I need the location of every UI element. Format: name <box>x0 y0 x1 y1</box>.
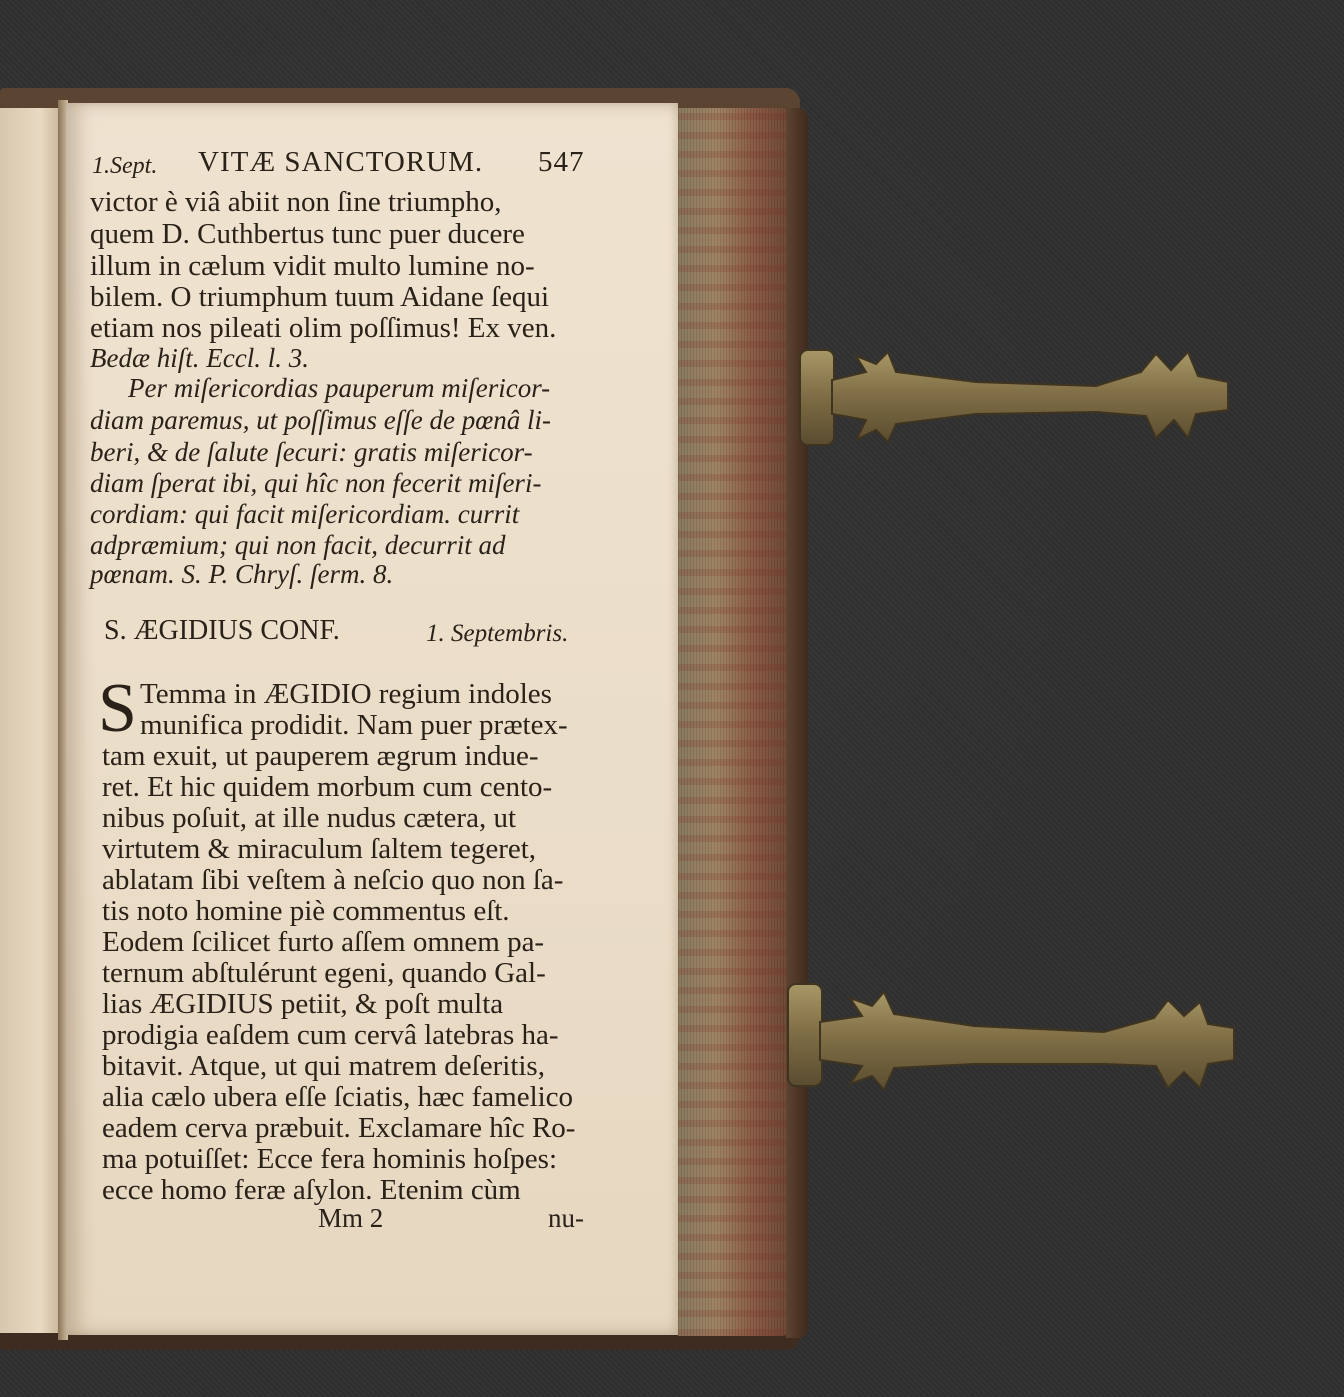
facing-page-edge <box>0 108 60 1333</box>
quote-line: beri, & de ſalute ſecuri: gratis miſericor- <box>90 437 533 467</box>
cover-board-edge <box>786 108 808 1338</box>
text-line: bilem. O triumphum tuum Aidane ſequi <box>90 281 550 313</box>
body-line: prodigia eaſdem cum cervâ latebras ha- <box>102 1019 559 1051</box>
catchword: nu- <box>548 1203 584 1233</box>
page-number: 547 <box>538 146 585 178</box>
brass-clasp-bottom <box>784 980 1239 1100</box>
text-line: etiam nos pileati olim poſſimus! Ex ven. <box>90 312 557 344</box>
signature-mark: Mm 2 <box>318 1203 384 1233</box>
body-line: ma potuiſſet: Ecce fera hominis hoſpes: <box>102 1143 558 1175</box>
drop-cap: S <box>98 670 137 747</box>
header-title: VITÆ SANCTORUM. <box>198 146 484 178</box>
body-line: Temma in ÆGIDIO regium indoles <box>140 678 552 710</box>
body-line: tis noto homine piè commentus eſt. <box>102 895 510 927</box>
body-line: bitavit. Atque, ut qui matrem deſeritis, <box>102 1050 545 1082</box>
quote-line: Per miſericordias pauperum miſericor- <box>128 373 551 403</box>
header-date: 1.Sept. <box>92 153 158 179</box>
quote-line: adpræmium; qui non facit, decurrit ad <box>90 530 506 560</box>
body-line: alia cælo ubera eſſe ſciatis, hæc famelico <box>102 1081 574 1113</box>
quote-line: cordiam: qui facit miſericordiam. currit <box>90 499 520 529</box>
body-line: nibus poſuit, at ille nudus cætera, ut <box>102 802 517 834</box>
section-date: 1. Septembris. <box>426 620 569 647</box>
section-heading: S. ÆGIDIUS CONF. <box>104 615 340 646</box>
quote-line: diam paremus, ut poſſimus eſſe de pœnâ li- <box>90 405 551 435</box>
body-line: ablatam ſibi veſtem à neſcio quo non ſa- <box>102 864 564 896</box>
body-line: ret. Et hic quidem morbum cum cento- <box>102 771 553 803</box>
text-line: victor è viâ abiit non ſine triumpho, <box>90 186 502 218</box>
body-line: munifica prodidit. Nam puer prætex- <box>140 709 568 741</box>
text-line: illum in cælum vidit multo lumine no- <box>90 250 535 282</box>
body-line: virtutem & miraculum ſaltem tegeret, <box>102 833 537 865</box>
quote-line: diam ſperat ibi, qui hîc non fecerit miſeri- <box>90 468 542 498</box>
quote-line: pœnam. S. P. Chryſ. ſerm. 8. <box>90 559 394 589</box>
body-line: lias ÆGIDIUS petiit, & poſt multa <box>102 988 504 1020</box>
text-line-citation: Bedæ hiſt. Eccl. l. 3. <box>90 343 309 373</box>
body-line: ecce homo feræ aſylon. Etenim cùm <box>102 1174 521 1206</box>
brass-clasp-top <box>796 342 1241 452</box>
body-line: Eodem ſcilicet furto aſſem omnem pa- <box>102 926 545 958</box>
page-fore-edge <box>678 108 788 1336</box>
text-line: quem D. Cuthbertus tunc puer ducere <box>90 218 525 250</box>
body-line: eadem cerva præbuit. Exclamare hîc Ro- <box>102 1112 576 1144</box>
body-line: tam exuit, ut pauperem ægrum indue- <box>102 740 539 772</box>
body-line: ternum abſtulérunt egeni, quando Gal- <box>102 957 546 989</box>
